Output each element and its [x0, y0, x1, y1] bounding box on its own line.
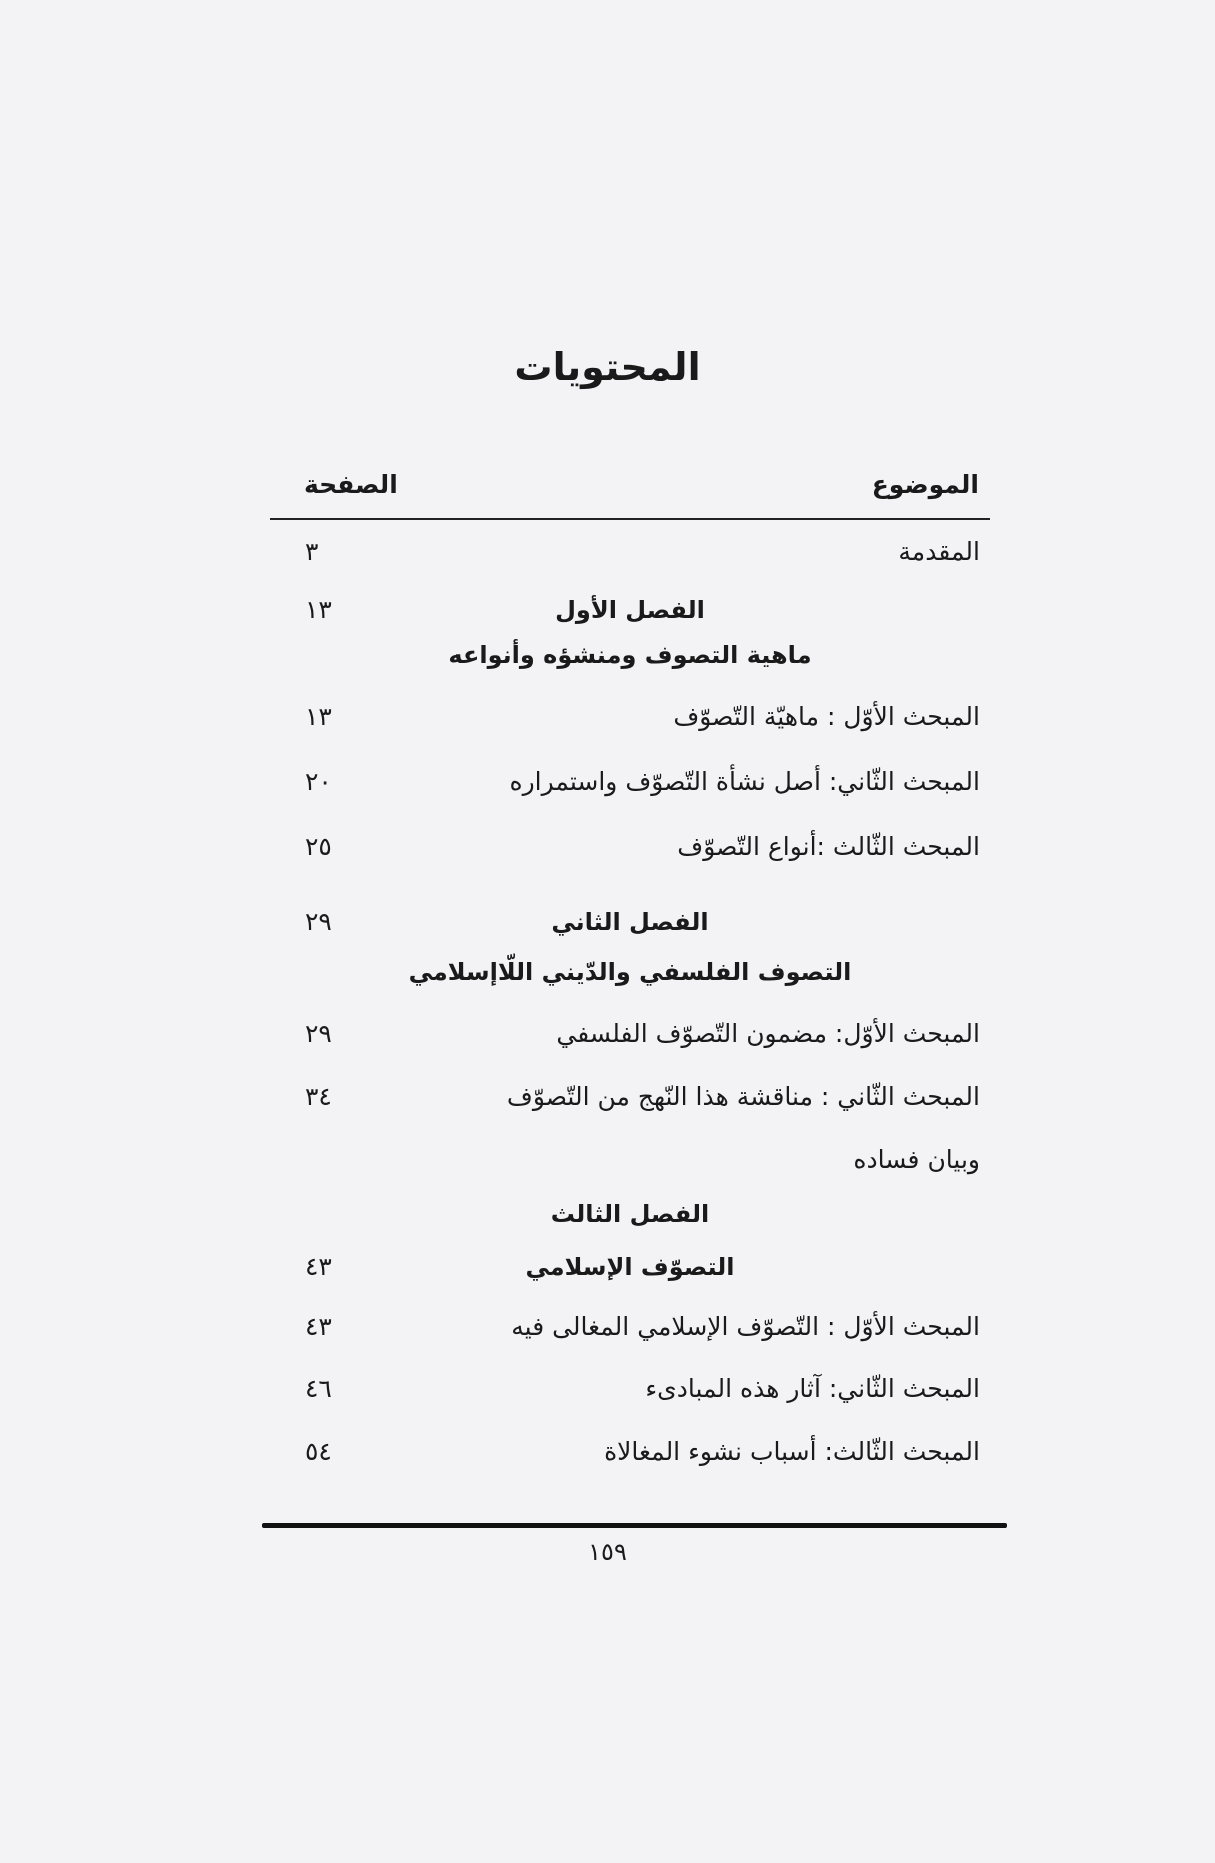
toc-page-number: ٤٣ [305, 1252, 332, 1281]
toc-topic: المبحث الثّاني: أصل نشأة التّصوّف واستمراره [509, 767, 980, 796]
toc-page-number: ٥٤ [305, 1437, 332, 1466]
toc-chapter-title: الفصل الأول [555, 596, 705, 624]
toc-row [270, 760, 990, 804]
toc-topic: المبحث الأوّل : التّصوّف الإسلامي المغالى فيه [511, 1312, 980, 1341]
toc-chapter-subtitle-row [270, 950, 990, 994]
toc-page-number: ٤٦ [305, 1374, 332, 1403]
column-header-topic: الموضوع [871, 470, 979, 499]
column-header-page: الصفحة [304, 470, 398, 499]
toc-chapter-subtitle-row [270, 1245, 990, 1289]
page-title: المحتويات [514, 345, 701, 389]
toc-topic: المبحث الأوّل : ماهيّة التّصوّف [673, 702, 980, 731]
toc-row-continuation [270, 1138, 990, 1182]
toc-chapter-title: الفصل الثالث [550, 1200, 710, 1228]
toc-chapter-row [270, 900, 990, 944]
toc-row [270, 695, 990, 739]
toc-row [270, 1012, 990, 1056]
toc-chapter-row [270, 1192, 990, 1236]
toc-topic: المبحث الثّالث: أسباب نشوء المغالاة [604, 1437, 980, 1466]
toc-row [270, 825, 990, 869]
toc-row [270, 1305, 990, 1349]
toc-chapter-row [270, 588, 990, 632]
toc-row [270, 1075, 990, 1119]
toc-chapter-subtitle: التصوف الفلسفي والدّيني اللّاإسلامي [408, 958, 852, 986]
toc-page-number: ٢٥ [305, 832, 332, 861]
toc-chapter-subtitle: التصوّف الإسلامي [525, 1253, 735, 1281]
toc-topic: المبحث الأوّل: مضمون التّصوّف الفلسفي [556, 1019, 980, 1048]
toc-topic: المقدمة [898, 537, 980, 566]
toc-page-number: ١٣ [305, 595, 332, 624]
header-rule [270, 518, 990, 520]
toc-row [270, 530, 990, 574]
toc-row [270, 1367, 990, 1411]
page-number: ١٥٩ [588, 1538, 627, 1566]
toc-page-number: ٣ [305, 537, 319, 566]
toc-chapter-subtitle: ماهية التصوف ومنشؤه وأنواعه [448, 641, 812, 669]
footer-rule [262, 1523, 1007, 1528]
toc-page-number: ١٣ [305, 702, 332, 731]
toc-topic: المبحث الثّاني: آثار هذه المبادىء [645, 1374, 980, 1403]
toc-page-number: ٢٠ [305, 767, 332, 796]
toc-page-number: ٢٩ [305, 907, 332, 936]
toc-chapter-title: الفصل الثاني [551, 908, 709, 936]
toc-chapter-subtitle-row [270, 633, 990, 677]
toc-topic: وبيان فساده [853, 1145, 980, 1174]
toc-row [270, 1430, 990, 1474]
toc-topic: المبحث الثّاني : مناقشة هذا النّهج من التّصوّف [506, 1082, 980, 1111]
toc-page-number: ٣٤ [305, 1082, 332, 1111]
toc-topic: المبحث الثّالث :أنواع التّصوّف [677, 832, 980, 861]
toc-page-number: ٤٣ [305, 1312, 332, 1341]
toc-page-number: ٢٩ [305, 1019, 332, 1048]
